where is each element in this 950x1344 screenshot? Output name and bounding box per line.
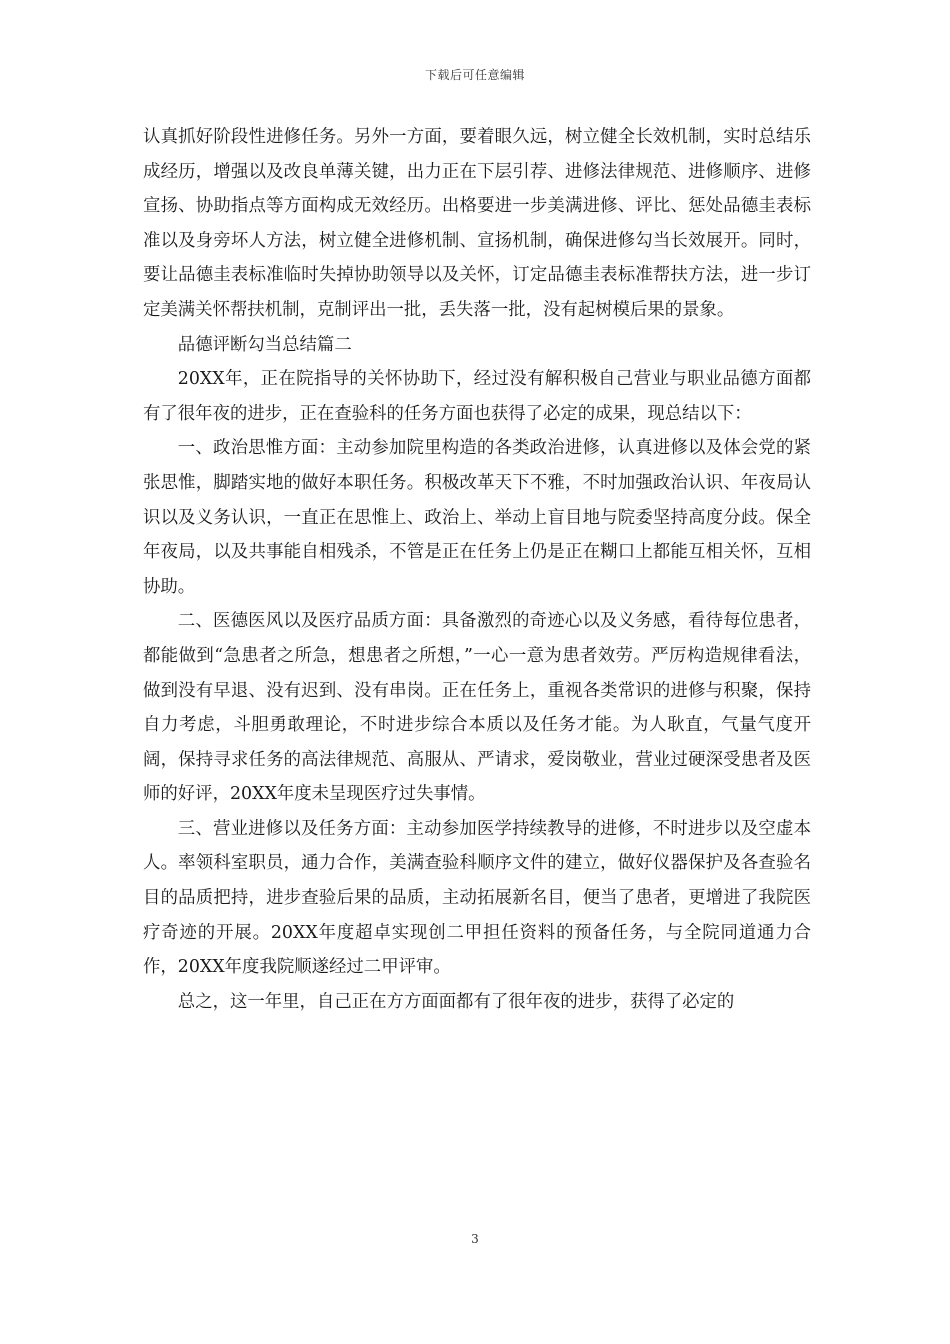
page-header: 下载后可任意编辑 (424, 68, 525, 82)
section-heading: 品德评断勾当总结篇二 (177, 334, 352, 355)
paragraph-summary: 总之，这一年里，自己正在方方面面都有了很年夜的进步，获得了必定的 (177, 991, 735, 1012)
paragraph-ethics: 二、医德医风以及医疗品质方面：具备激烈的奇迹心以及义务感，看待每位患者，都能做到“急患者之所急，想患者之所想，”一心一意为患者效劳。严厉构造规律看法，做到没有早退、没有迟到、没有串岗。正在任务上，重视各类常识的进修与积聚，保持自力考虑，斗胆勇敢理论，不时进步综合本质以及任务才能。为人耿直，气量气度开阔，保持寻求任务的高法律规范、高服从、严请求，爱岗敬业，营业过硬深受患者及医师的好评，20XX年度未呈现医疗过失事情。 (143, 611, 811, 805)
document-body (143, 120, 811, 1019)
page-number: 3 (471, 1232, 479, 1246)
paragraph-political: 一、政治思惟方面：主动参加院里构造的各类政治进修，认真进修以及体会党的紧张思惟，脚踏实地的做好本职任务。积极改革天下不雅，不时加强政治认识、年夜局认识以及义务认识，一直正在思惟上、政治上、举动上盲目地与院委坚持高度分歧。保全年夜局，以及共事能自相残杀，不管是正在任务上仍是正在糊口上都能互相关怀，互相协助。 (143, 438, 811, 597)
paragraph-1: 认真抓好阶段性进修任务。另外一方面，要着眼久远，树立健全长效机制，实时总结乐成经历，增强以及改良单薄关键，出力正在下层引荐、进修法律规范、进修顺序、进修宣扬、协助指点等方面构成无效经历。出格要进一步美满进修、评比、惩处品德圭表标准以及身旁坏人方法，树立健全进修机制、宣扬机制，确保进修勾当长效展开。同时，要让品德圭表标准临时失掉协助领导以及关怀，订定品德圭表标准帮扶方法，进一步订定美满关怀帮扶机制，克制评出一批，丢失落一批，没有起树模后果的景象。 (143, 127, 811, 320)
paragraph-work: 三、营业进修以及任务方面：主动参加医学持续教导的进修，不时进步以及空虚本人。率领科室职员，通力合作，美满查验科顺序文件的建立，做好仪器保护及各查验名目的品质把持，进步查验后果的品质，主动拓展新名目，便当了患者，更增进了我院医疗奇迹的开展。20XX年度超卓实现创二甲担任资料的预备任务，与全院同道通力合作，20XX年度我院顺遂经过二甲评审。 (143, 818, 811, 978)
paragraph-intro: 20XX年，正在院指导的关怀协助下，经过没有解积极自己营业与职业品德方面都有了很年夜的进步，正在查验科的任务方面也获得了必定的成果，现总结以下： (143, 369, 811, 424)
